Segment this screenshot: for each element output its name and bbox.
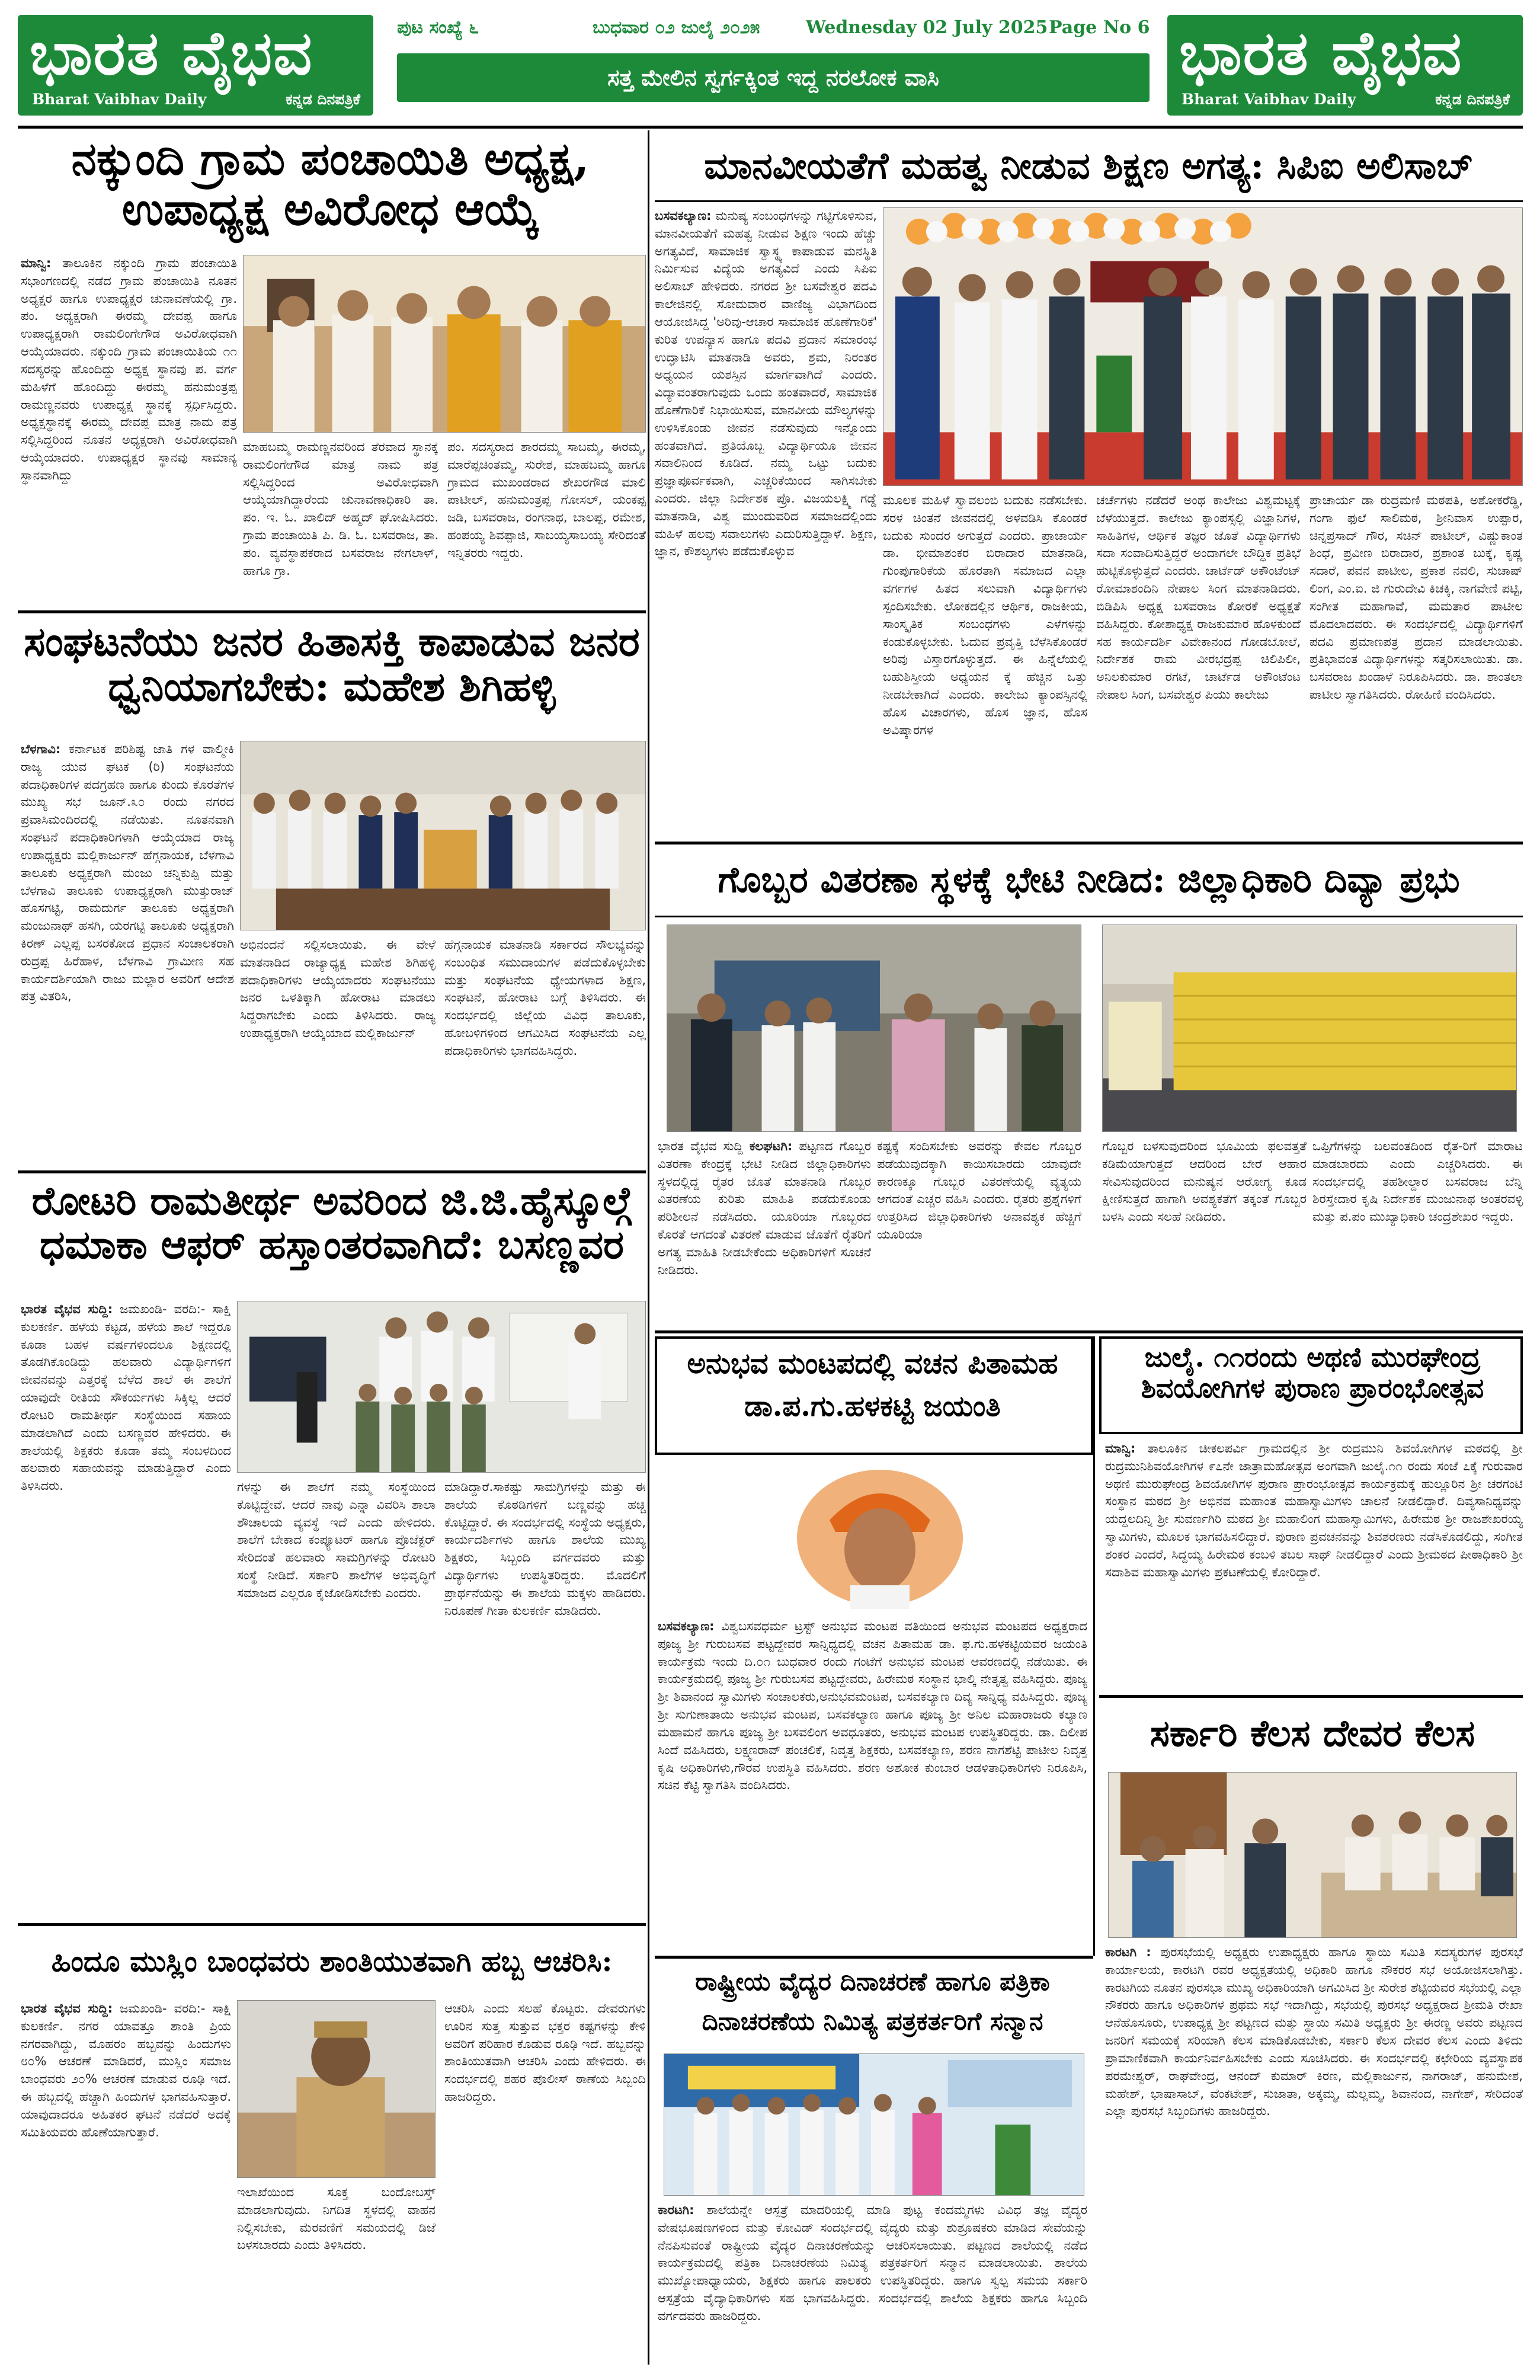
dateline: ಭಾರತ ವೈಭವ ಸುದ್ದಿ: [21,2001,113,2016]
article-body: ಮಾಹಬಮ್ಮ ರಾಮಣ್ಣನವರಿಂದ ತೆರವಾದ ಸ್ಥಾನಕ್ಕೆ ರಾಮಲಿಂಗೇಗೌಡ ಮಾತ್ರ ನಾಮ ಪತ್ರ ಸಲ್ಲಿಸಿದ್ದರಿಂದ ಅವಿರೋಧವಾಗಿ ಆಯ್ಕೆಯಾಗಿದ್ದಾರೆಂದು ಚುನಾವಣಾಧಿಕಾರಿ ತಾ. ಪಂ. ಇ. ಓ. ಖಾಲಿದ್ ಅಹ್ಮದ್ ಘೋಷಿಸಿದರು. ಗ್ರಾಮ ಪಂಚಾಯಿತಿ ಪಿ. ಡಿ. ಓ. ಬಸವರಾಜ, ತಾ. ಪಂ. ವ್ಯವಸ್ಥಾಪಕರಾದ ಬಸವರಾಜ ನೇಗಲಾಳ್, ಹಾಗೂ ಗ್ರಾ. [243,440,438,578]
article-photo [883,207,1523,486]
article-rule [655,916,1523,917]
article-headline: ನಕ್ಕುಂದಿ ಗ್ರಾಮ ಪಂಚಾಯಿತಿ ಅಧ್ಯಕ್ಷ, ಉಪಾಧ್ಯಕ್ಷ ಅವಿರೋಧ ಆಯ್ಕೆ [71,132,590,236]
article-body: ಕಷ್ಟಕ್ಕೆ ಸಂದಿಸಬೇಕು ಅವರನ್ನು ಕೇವಲ ಗೊಬ್ಬರ ಪಡೆಯುವುದಕ್ಕಾಗಿ ಕಾಯಿಸಬಾರದು ಯಾವುದೇ ಕಾರಣಕ್ಕೂ ಗೊಬ್ಬರ ವಿತರಣೆಯಲ್ಲಿ ವ್ಯತ್ಯಯ ಆಗದಂತೆ ಎಚ್ಚರ ವಹಿಸಿ ಎಂದರು. ರೈತರು ಪ್ರಶ್ನೆಗಳಿಗೆ ಉತ್ತರಿಸಿದ ಜಿಲ್ಲಾಧಿಕಾರಿಗಳು ಅನಾವಶ್ಯಕ ಹೆಚ್ಚಿಗೆ ಯೂರಿಯಾ [877,1139,1081,1242]
article-headline: ಹಿಂದೂ ಮುಸ್ಲಿಂ ಬಾಂಧವರು ಶಾಂತಿಯುತವಾಗಿ ಹಬ್ಬ ಆಚರಿಸಿ: [51,1945,613,1978]
article-headline: ಜುಲೈ. ೧೧ರಂದು ಅಥಣಿ ಮುರಘೇಂದ್ರ ಶಿವಯೋಗಿಗಳ ಪುರಾಣ ಪ್ರಾರಂಭೋತ್ಸವ [1141,1341,1484,1404]
article-rule [18,1923,646,1926]
article-photo [664,2053,1084,2196]
article-photo [240,741,646,930]
header-info-row [397,15,1150,44]
dateline: ಭಾರತ ವೈಭವ ಸುದ್ದಿ: [21,1302,113,1316]
masthead-rule [18,126,1523,129]
article-body: ಬಸವಕಲ್ಯಾಣ: ಮನುಷ್ಯ ಸಂಬಂಧಗಳನ್ನು ಗಟ್ಟಿಗೊಳಿಸುವ, ಮಾನವೀಯತೆಗೆ ಮಹತ್ವ ನೀಡುವ ಶಿಕ್ಷಣ ಇಂದು ಹೆಚ್ಚು ಅಗತ್ಯವಿದೆ, ಸಾಮಾಜಿಕ ಸ್ವಾಸ್ಥ್ಯ ಕಾಪಾಡುವ ಮನಸ್ಥಿತಿ ನಿರ್ಮಿಸುವ ವಿದ್ಯೆಯ ಅಗತ್ಯವಿದೆ ಎಂದು ಸಿಪಿಐ ಅಲಿಸಾಬ್ ಹೇಳಿದರು. ನಗರದ ಶ್ರೀ ಬಸವೇಶ್ವರ ಪದವಿ ಕಾಲೇಜಿನಲ್ಲಿ ಸೋಮವಾರ ವಾಣಿಜ್ಯ ವಿಭಾಗದಿಂದ ಆಯೋಜಿಸಿದ್ದ 'ಅರಿವು-ಆಚಾರ ಸಾಮಾಜಿಕ ಹೊಣೆಗಾರಿಕೆ' ಕುರಿತ ಉಪನ್ಯಾಸ ಹಾಗೂ ಪದವಿ ಪ್ರದಾನ ಸಮಾರಂಭ ಉದ್ಘಾಟಿಸಿ ಮಾತನಾಡಿ ಅವರು, ಶ್ರಮ, ನಿರಂತರ ಅಧ್ಯಯನ ಯಶಸ್ಸಿನ ಮಾರ್ಗವಾಗಿದೆ ಎಂದರು. ವಿದ್ಯಾವಂತರಾಗುವುದು ಒಂದು ಹಂತವಾದರೆ, ಸಾಮಾಜಿಕ ಹೊಣೆಗಾರಿಕೆ ನಿಭಾಯಿಸುವ, ಮಾನವೀಯ ಮೌಲ್ಯಗಳನ್ನು ಉಳಿಸಿಕೊಂಡು ಜೀವನ ನಡೆಸುವುದು ಇನ್ನೊಂದು ಹಂತವಾಗಿದೆ. ಪ್ರತಿಯೊಬ್ಬ ವಿದ್ಯಾರ್ಥಿಯೂ ಜೀವನ ಸವಾಲಿನಿಂದ ಕೂಡಿದೆ. ನಮ್ಮ ಒಟ್ಟು ಬದುಕು ಪ್ರಜ್ಞಾಪೂರ್ವಕವಾಗಿ, ಎಚ್ಚರಿಕೆಯಿಂದ ಸಾಗಿಸಬೇಕು ಎಂದರು. ಜಿಲ್ಲಾ ನಿರ್ದೇಶಕ ಪ್ರೊ. ವಿಜಯಲಕ್ಷ್ಮಿ ಗಡ್ಡೆ ಮಾತನಾಡಿ, ವಿಶ್ವ ಮುಂದುವರಿದ ಸಮಾಜದಲ್ಲಿಂದು ಮಹಿಳೆ ಹಲವು ಸವಾಲುಗಳು ಎದುರಿಸುತ್ತಿದ್ದಾಳೆ. ಶಿಕ್ಷಣ, ಜ್ಞಾನ, ಕೌಶಲ್ಯಗಳು ಪಡೆದುಕೊಳ್ಳುವ [655,209,877,559]
article-body: ಬೆಳಗಾವಿ: ಕರ್ನಾಟಕ ಪರಿಶಿಷ್ಟ ಜಾತಿ ಗಳ ವಾಲ್ಮೀಕಿ ರಾಜ್ಯ ಯುವ ಘಟಕ (ರಿ) ಸಂಘಟನೆಯ ಪದಾಧಿಕಾರಿಗಳ ಪದಗ್ರಹಣ ಹಾಗೂ ಕುಂದು ಕೊರತೆಗಳ ಮುಖ್ಯ ಸಭೆ ಜೂನ್.೩೦ ರಂದು ನಗರದ ಪ್ರವಾಸಿಮಂದಿರದಲ್ಲಿ ನಡೆಯಿತು. ನೂತನವಾಗಿ ಸಂಘಟನೆ ಪದಾಧಿಕಾರಿಗಳಾಗಿ ಆಯ್ಕೆಯಾದ ರಾಜ್ಯ ಉಪಾಧ್ಯಕ್ಷರು ಮಲ್ಲಿಕಾರ್ಜುನ್ ಹೆಗ್ಗನಾಯಕ, ಬೆಳಗಾವಿ ತಾಲೂಕು ಅಧ್ಯಕ್ಷರಾಗಿ ಮಂಜು ಚನ್ನಿಕುಪ್ಪಿ ಮತ್ತು ಬೆಳಗಾವಿ ತಾಲೂಕು ಉಪಾಧ್ಯಕ್ಷರಾಗಿ ಮುತ್ತುರಾಜ್ ಹೊಸಗಟ್ಟಿ, ರಾಮದುರ್ಗ ತಾಲೂಕು ಅಧ್ಯಕ್ಷರಾಗಿ ಮಂಜುನಾಥ್ ಹಸಗಿ, ಯರಗಟ್ಟಿ ತಾಲೂಕು ಅಧ್ಯಕ್ಷರಾಗಿ ಕಿರಣ್ ಎಲ್ಲಪ್ಪ ಬಸರಕೋಡ ಪ್ರಧಾನ ಸಂಚಾಲಕರಾಗಿ ರುದ್ರಪ್ಪ ಹಿರೆಹಾಳ, ಬೆಳಗಾವಿ ಗ್ರಾಮೀಣ ಸಹ ಕಾರ್ಯದರ್ಶಿಯಾಗಿ ರಾಜು ಮಲ್ಲಾರ ಅವರಿಗೆ ಆದೇಶ ಪತ್ರ ವಿತರಿಸಿ, [21,742,234,1004]
article-body: ಭಾರತ ವೈಭವ ಸುದ್ದಿ: ಜಮಖಂಡಿ- ವರದಿ:- ಸಾಕ್ಷಿ ಕುಲಕರ್ಣಿ. ಹಳೆಯ ಕಟ್ಟಡ, ಹಳೆಯ ಶಾಲೆ ಇದ್ದರೂ ಕೂಡಾ ಬಹಳ ವರ್ಷಗಳಿಂದಲೂ ಶಿಕ್ಷಣದಲ್ಲಿ ತೊಡಗಿಕೊಂಡಿದ್ದು ಹಲವಾರು ವಿದ್ಯಾರ್ಥಿಗಳಿಗೆ ಜೀವನವನ್ನು ಎತ್ತರಕ್ಕೆ ಬೆಳೆದ ಶಾಲೆ ಈ ಶಾಲೆಗೆ ಯಾವುದೇ ರೀತಿಯ ಸೌಕರ್ಯಗಳು ಸಿಕ್ಕಿಲ್ಲ ಆದರೆ ರೋಟರಿ ರಾಮತೀರ್ಥ ಸಂಸ್ಥೆಯಿಂದ ಸಹಾಯ ಮಾಡಲಾಗಿದೆ ಎಂದು ಬಸಣ್ಣವರ ಹೇಳಿದರು. ಈ ಶಾಲೆಯಲ್ಲಿ ಶಿಕ್ಷಕರು ಕೂಡಾ ತಮ್ಮ ಸಂಬಳದಿಂದ ಹಲವಾರು ಸಹಾಯವನ್ನು ಮಾಡುತ್ತಿದ್ದಾರೆ ಎಂದು ತಿಳಿಸಿದರು. [21,1302,231,1493]
article-rule [18,610,646,613]
article-body: ಹೆಗ್ಗನಾಯಕ ಮಾತನಾಡಿ ಸರ್ಕಾರದ ಸೌಲಭ್ಯವನ್ನು ಸಂಬಂಧಿತ ಸಮುದಾಯಗಳ ಪಡೆದುಕೊಳ್ಳಬೇಕು ಮತ್ತು ಸಂಘಟನೆಯ ಧ್ಯೇಯಗಳಾದ ಶಿಕ್ಷಣ, ಸಂಘಟನೆ, ಹೋರಾಟ ಬಗ್ಗೆ ತಿಳಿಸಿದರು. ಈ ಸಂದರ್ಭದಲ್ಲಿ ಜಿಲ್ಲೆಯ ವಿವಿಧ ತಾಲೂಕು, ಹೋಬಳಿಗಳಿಂದ ಆಗಮಿಸಿದ ಸಂಘಟನೆಯ ಎಲ್ಲ ಪದಾಧಿಕಾರಿಗಳು ಭಾಗವಹಿಸಿದ್ದರು. [444,938,646,1058]
page-number-en: Page No 6 [1049,17,1150,38]
article-body: ಮಾನ್ವಿ: ತಾಲೂಕಿನ ಚೀಕಲಪರ್ವಿ ಗ್ರಾಮದಲ್ಲಿನ ಶ್ರೀ ರುದ್ರಮುನಿ ಶಿವಯೋಗಿಗಳ ಮಠದಲ್ಲಿ ಶ್ರೀ ರುದ್ರಮುನಿಶಿವಯೋಗಿಗಳ ೯೭ನೇ ಜಾತ್ರಾಮಹೋತ್ಸವ ಅಂಗವಾಗಿ ಜುಲೈ.೧೧ ರಂದು ಸಂಜೆ ೭ಕ್ಕೆ ಗುರುವಾರ ಅಥಣಿ ಮುರುಘೇಂದ್ರ ಶಿವಯೋಗಿಗಳ ಪುರಾಣ ಪ್ರಾರಂಭೋತ್ಸವ ಕಾರ್ಯಕ್ರಮಕ್ಕೆ ಹುಲ್ಲೂರಿನ ಶ್ರೀ ಚರಗಂಟಿ ಸಂಸ್ಥಾನ ಮಠದ ಶ್ರೀ ಅಭಿನವ ಮಹಾಂತ ಮಹಾಸ್ವಾಮಿಗಳು ಚಾಲನೆ ನೀಡಲಿದ್ದಾರೆ. ದಿವ್ಯಸಾನಿಧ್ಯವನ್ನು ಯದ್ದಲದಿನ್ನಿ ಶ್ರೀ ಸುವರ್ಣಗಿರಿ ಮಠದ ಶ್ರೀ ಮಹಾಲಿಂಗ ಮಹಾಸ್ವಾಮಿಗಳು, ಹಿರೇಮಠ ಶ್ರೀ ರಾಜಶೇಖರಯ್ಯ ಸ್ವಾಮಿಗಳು, ಮೂಲಕ ಭಾಗವಹಿಸಲಿದ್ದಾರೆ. ಪುರಾಣ ಪ್ರವಚನವನ್ನು ಶಿವಶರಣರು ನಡೆಸಿಕೊಡಲಿದ್ದು, ಸಂಗೀತ ಶಂಕರ ಎಂದರೆ, ಸಿದ್ದಯ್ಯ ಹಿರೇಮಠ ಕಂಬಳಿ ತಬಲ ಸಾಥ್ ನೀಡಲಿದ್ದಾರೆ ಎಂದು ಶ್ರೀಮಠದ ಪೀಠಾಧಿಕಾರಿ ಶ್ರೀ ಸದಾಶಿವ ಮಹಾಸ್ವಾಮಿಗಳು ಪ್ರಕಟಣೆಯಲ್ಲಿ ಕೋರಿದ್ದಾರೆ. [1105,1441,1523,1579]
article-headline: ರೋಟರಿ ರಾಮತೀರ್ಥ ಅವರಿಂದ ಜಿ.ಜಿ.ಹೈಸ್ಕೂಲ್ಗೆ ಧಮಾಕಾ ಆಫರ್ ಹಸ್ತಾಂತರವಾಗಿದೆ: ಬಸಣ್ಣವರ [31,1178,632,1268]
article-headline: ಗೊಬ್ಬರ ವಿತರಣಾ ಸ್ಥಳಕ್ಕೆ ಭೇಟಿ ನೀಡಿದ: ಜಿಲ್ಲಾಧಿಕಾರಿ ದಿವ್ಯಾ ಪ್ರಭು [718,859,1460,901]
logo-subtitle-kn: ಕನ್ನಡ ದಿನಪತ್ರಿಕೆ [286,91,360,108]
article-headline: ಸರ್ಕಾರಿ ಕೆಲಸ ದೇವರ ಕೆಲಸ [1150,1712,1475,1755]
masthead [18,15,1523,119]
article-rule [18,1170,646,1173]
article-body: ಕಾರಟಗಿ: ಶಾಲೆಯನ್ನೇ ಆಸ್ಪತ್ರೆ ಮಾದರಿಯಲ್ಲಿ ಮಾಡಿ ಪುಟ್ಟ ಕಂದಮ್ಮಗಳು ವಿವಿಧ ತಜ್ಞ ವೈದ್ಯರ ವೇಷಭೂಷಣಗಳಿಂದ ಮತ್ತು ಕೋವಿಡ್ ಸಂದರ್ಭದಲ್ಲಿ ವೈದ್ಯರು ಮತ್ತು ಶುಶ್ರೂಷಕರು ಮಾಡಿದ ಸೇವೆಯನ್ನು ನೆನಪಿಸುವಂತೆ ರಾಷ್ಟ್ರೀಯ ವೈದ್ಯರ ದಿನಾಚರಣೆಯನ್ನು ಆಚರಿಸಲಾಯಿತು. ಪಟ್ಟಣದ ಶಾಲೆಯಲ್ಲಿ ನಡೆದ ಕಾರ್ಯಕ್ರಮದಲ್ಲಿ ಪತ್ರಿಕಾ ದಿನಾಚರಣೆಯ ನಿಮಿತ್ಯ ಪತ್ರಕರ್ತರಿಗೆ ಸನ್ಮಾನ ಮಾಡಲಾಯಿತು. ಶಾಲೆಯ ಮುಖ್ಯೋಪಾಧ್ಯಾಯರು, ಶಿಕ್ಷಕರು ಹಾಗೂ ಪಾಲಕರು ಉಪಸ್ಥಿತರಿದ್ದರು. ಹಾಗೂ ಸ್ವಲ್ಪ ಸಮಯ ಸರ್ಕಾರಿ ಆಸ್ಪತ್ರೆಯ ವೈದ್ಯಾಧಿಕಾರಿಗಳು ಸಹ ಭಾಗವಹಿಸಿದ್ದರು. ಸಂದರ್ಭದಲ್ಲಿ ಶಾಲೆಯ ಶಿಕ್ಷಕರು ಹಾಗೂ ಸಿಬ್ಬಂದಿ ವರ್ಗದವರು ಹಾಜರಿದ್ದರು. [658,2203,1087,2323]
article-body: ಕಾರಟಗಿ : ಪುರಸಭೆಯಲ್ಲಿ ಅಧ್ಯಕ್ಷರು ಉಪಾಧ್ಯಕ್ಷರು ಹಾಗೂ ಸ್ಥಾಯಿ ಸಮಿತಿ ಸದಸ್ಯರುಗಳ ಪುರಸಭೆ ಕಾರ್ಯಾಲಯ, ಕಾರಟಗಿ ರವರ ಅಧ್ಯಕ್ಷತೆಯಲ್ಲಿ ಅಧಿಕಾರಿ ಹಾಗೂ ನೌಕರರ ಸಭೆ ಅಯೋಜಿಸಲಾಗಿತ್ತು. ಕಾರಟಗಿಯ ನೂತನ ಪುರಸಭಾ ಮುಖ್ಯ ಅಧಿಕಾರಿಯಾಗಿ ಅಗಮಿಸಿದ ಶ್ರೀ ಸುರೇಶ ಶೆಟ್ಟಿಯವರ ಸಭೆಯಲ್ಲಿ ಎಲ್ಲಾ ನೌಕರರು ಹಾಗೂ ಅಧಿಕಾರಿಗಳ ಪ್ರಥಮ ಸಭೆ ಇದಾಗಿದ್ದು, ಸಭೆಯಲ್ಲಿ ಪುರಸಭೆ ಅಧ್ಯಕ್ಷರಾದ ಶ್ರೀಮತಿ ರೇಖಾ ಆನೆಹೊಸೂರು, ಉಪಾಧ್ಯಕ್ಷ ಶ್ರೀ ಪಟ್ಟಣದ ಮತ್ತು ಸ್ಥಾಯಿ ಸಮಿತಿ ಅಧ್ಯಕ್ಷರು ಶ್ರೀ ಈರಣ್ಣ ಅವರು ಪಟ್ಟಣದ ಜನರಿಗೆ ಸಮಯಕ್ಕೆ ಸರಿಯಾಗಿ ಕೆಲಸ ಮಾಡಿಕೊಡಬೇಕು, ಸರ್ಕಾರಿ ಕೆಲಸ ದೇವರ ಕೆಲಸ ಎಂದು ತಿಳಿದು ಪ್ರಾಮಾಣಿಕವಾಗಿ ಕಾರ್ಯನಿರ್ವಹಿಸಬೇಕು ಎಂದು ಸೂಚಿಸಿದರು. ಈ ಸಂದರ್ಭದಲ್ಲಿ ಕಛೇರಿಯ ವ್ಯವಸ್ಥಾಪಕ ಪರಮೇಶ್ವರ್, ರಾಘವೇಂದ್ರ, ಆನಂದ್ ಕುಮಾರ್ ಕಿರಣ, ಮಲ್ಲಿಕಾರ್ಜುನ, ನಾಗರಾಜ್, ಹನುಮೇಶ, ಮಹೇಶ್, ಭಾಷಾಸಾಬ್, ವೆಂಕಟೇಶ್, ಸುಜಾತಾ, ಅಕ್ಕಮ್ಮ, ಮಲ್ಲಮ್ಮ, ಶಿವಾನಂದ, ನಾಗೇಶ್, ಸೇರಿದಂತೆ ಎಲ್ಲಾ ಪುರಸಭೆ ಸಿಬ್ಬಂದಿಗಳು ಹಾಜರಿದ್ದರು. [1105,1945,1523,2119]
slogan-bar: ಸತ್ತ ಮೇಲಿನ ಸ್ವರ್ಗಕ್ಕಿಂತ ಇದ್ದ ನರಲೋಕ ವಾಸಿ [397,53,1150,102]
article-rule [655,1330,1523,1333]
dateline: ಬೆಳಗಾವಿ: [21,742,61,756]
dateline: ಕಲಘಟಗಿ: [749,1139,793,1153]
logo-left [18,15,373,116]
dateline: ಬಸವಕಲ್ಯಾಣ: [658,1619,715,1633]
article-rule [655,1956,1093,1959]
article-photo [794,1467,966,1609]
date-en: Wednesday 02 July 2025 [806,17,1048,38]
logo-title: ಭಾರತ ವೈಭವ [1179,18,1463,89]
dateline: ಮಾನ್ವಿ: [21,256,52,270]
date-kn: ಬುಧವಾರ ೦೨ ಜುಲೈ ೨೦೨೫ [593,17,760,38]
article-photo [237,2000,436,2178]
article-headline: ಅನುಭವ ಮಂಟಪದಲ್ಲಿ ವಚನ ಪಿತಾಮಹ ಡಾ.ಪ.ಗು.ಹಳಕಟ್ಟಿ ಜಯಂತಿ [687,1347,1058,1423]
article-photo [1108,1772,1517,1938]
article-body: ಅಭಿನಂದನೆ ಸಲ್ಲಿಸಲಾಯಿತು. ಈ ವೇಳೆ ಮಾತನಾಡಿದ ರಾಜ್ಯಾಧ್ಯಕ್ಷ ಮಹೇಶ ಶಿಗಿಹಳ್ಳಿ ಪದಾಧಿಕಾರಿಗಳು ಆಯ್ಕೆಯಾದರು ಸಂಘಟನೆಯು ಜನರ ಒಳತಿಕ್ಕಾಗಿ ಹೋರಾಟ ಮಾಡಲು ಸಿದ್ದರಾಗಬೇಕು ಎಂದು ತಿಳಿಸಿದರು. ರಾಜ್ಯ ಉಪಾಧ್ಯಕ್ಷರಾಗಿ ಆಯ್ಕೆಯಾದ ಮಲ್ಲಿಕಾರ್ಜುನ್ [240,938,436,1041]
article-rule [655,842,1523,844]
article-rule [655,200,1523,202]
logo-subtitle-en: Bharat Vaibhav Daily [1182,91,1356,108]
article-body: ಪ್ರಾಚಾರ್ಯ ಡಾ ರುದ್ರಮಣಿ ಮಠಪತಿ, ಅಶೋಕರೆಡ್ಡಿ, ಗಂಗಾ ಫುಲೆ ಸಾಲಿಮಠ, ಶ್ರೀನಿವಾಸ ಉಪ್ಪಾರ, ಚಿನ್ನಪ್ರಸಾದ್ ಗೌರ, ಸಚಿನ್ ಪಾಟೀಲ್, ವಿಷ್ಣುಕಾಂತ ಶಿಂಧೆ, ಪ್ರವೀಣ ಬಿರಾದಾರ, ಪ್ರಶಾಂತ ಬುಕ್ಕೆ, ಕೃಷ್ಣ ಸದಾರೆ, ಪವನ ಪಾಟೀಲ, ಪ್ರಕಾಶ ನವಲಿ, ಸುಚಾಷ್ ಲಿಂಗ, ಎಂ.ಐ. ಜಿ ಗುರುದೇವಿ ಕಿಚಕ್ಕಿ, ನಾಗವೇಣಿ ಪಟ್ಟಿ, ಸಂಗೀತ ಮಹಾಗಾವೆ, ಮಮತಾರ ಪಾಟೀಲ ಮೊದಲಾದವರು. ಈ ಸಂದರ್ಭದಲ್ಲಿ ವಿದ್ಯಾರ್ಥಿಗಳಿಗೆ ಪದವಿ ಪ್ರಮಾಣಪತ್ರ ಪ್ರದಾನ ಮಾಡಲಾಯಿತು. ಪ್ರತಿಭಾವಂತ ವಿದ್ಯಾರ್ಥಿಗಳನ್ನು ಸತ್ಕರಿಸಲಾಯಿತು. ಡಾ. ಬಸವರಾಜ ಖಂಡಾಳೆ ನಿರೂಪಿಸಿದರು. ಡಾ. ಶಾಂತಲಾ ಪಾಟೀಲ ಸ್ವಾಗತಿಸಿದರು. ರೋಹಿಣಿ ವಂದಿಸಿದರು. [1310,493,1523,702]
article-photo [243,255,646,433]
article-body: ಮಾನ್ವಿ: ತಾಲೂಕಿನ ನಕ್ಕುಂದಿ ಗ್ರಾಮ ಪಂಚಾಯಿತಿ ಸಭಾಂಗಣದಲ್ಲಿ ನಡೆದ ಗ್ರಾಮ ಪಂಚಾಯಿತಿ ನೂತನ ಅಧ್ಯಕ್ಷರ ಹಾಗೂ ಉಪಾಧ್ಯಕ್ಷರ ಚುನಾವಣೆಯಲ್ಲಿ ಗ್ರಾ. ಪಂ. ಅಧ್ಯಕ್ಷರಾಗಿ ಈರಮ್ಮ ದೇವಪ್ಪ ಹಾಗೂ ಉಪಾಧ್ಯಕ್ಷರಾಗಿ ರಾಮಲಿಂಗೇಗೌಡ ಅವಿರೋಧವಾಗಿ ಆಯ್ಕೆಯಾದರು. ನಕ್ಕುಂದಿ ಗ್ರಾಮ ಪಂಚಾಯಿತಿಯ ೧೧ ಸದಸ್ಯರನ್ನು ಹೊಂದಿದ್ದು ಅಧ್ಯಕ್ಷ ಸ್ಥಾನವು ಪ. ವರ್ಗ ಮಹಿಳೆಗೆ ಹೊಂದಿದ್ದು ಈರಮ್ಮ ಹನುಮಂತ್ರಪ್ಪ ರಾಮಣ್ಣನವರು ಉಪಾಧ್ಯಕ್ಷ ಸ್ಥಾನಕ್ಕೆ ಸ್ಪರ್ಧಿಸಿದ್ದರು. ಅಧ್ಯಕ್ಷಸ್ಥಾನಕ್ಕೆ ಈರಮ್ಮ ದೇವಪ್ಪ ಮಾತ್ರ ನಾಮ ಪತ್ರ ಸಲ್ಲಿಸಿದ್ದರಿಂದ ನೂತನ ಅಧ್ಯಕ್ಷರಾಗಿ ಅವಿರೋಧವಾಗಿ ಆಯ್ಕೆಯಾದರು. ಉಪಾಧ್ಯಕ್ಷರ ಸ್ಥಾನವು ಸಾಮಾನ್ಯ ಸ್ಥಾನವಾಗಿದ್ದು [21,256,237,482]
article-body: ಮೂಲಕ ಮಹಿಳೆ ಸ್ವಾವಲಂಬಿ ಬದುಕು ನಡೆಸಬೇಕು. ಸರಳ ಚಿಂತನೆ ಜೀವನದಲ್ಲಿ ಅಳವಡಿಸಿ ಕೊಂಡರೆ ಬದುಕು ಸುಂದರ ಅಗುತ್ತದೆ ಎಂದರು. ಪ್ರಾಚಾರ್ಯ ಡಾ. ಭೀಮಾಶಂಕರ ಬಿರಾದಾರ ಮಾತನಾಡಿ, ಗುಂಪುಗಾರಿಕೆಯ ಹೊರತಾಗಿ ಸಮಾಜದ ಎಲ್ಲಾ ವರ್ಗಗಳ ಹಿತದ ಸಲುವಾಗಿ ವಿದ್ಯಾರ್ಥಿಗಳು ಸ್ಪಂದಿಸಬೇಕು. ಲೋಕದಲ್ಲಿನ ಆರ್ಥಿಕ, ರಾಜಕೀಯ, ಸಾಂಸ್ಕೃತಿಕ ಸಂಬಂಧಗಳು ಎಳೆಗಳನ್ನು ಕಂಡುಕೊಳ್ಳಬೇಕು. ಓದುವ ಪ್ರವೃತ್ತಿ ಬೆಳೆಸಿಕೊಂಡರೆ ಅರಿವು ವಿಸ್ತಾರಗೊಳ್ಳುತ್ತದೆ. ಈ ಹಿನ್ನೆಲೆಯಲ್ಲಿ ಬಹುಶಿಸ್ತೀಯ ಅಧ್ಯಯನ ಕ್ಕೆ ಹೆಚ್ಚಿನ ಒತ್ತು ನೀಡಬೇಕಾಗಿದೆ ಎಂದರು. ಕಾಲೇಜು ಕ್ಯಾಂಪಸ್ಸಿನಲ್ಲಿ ಹೊಸ ವಿಚಾರಗಳು, ಹೊಸ ಜ್ಞಾನ, ಹೊಸ ಅವಿಷ್ಕಾರಗಳ [883,493,1087,737]
article-body: ಇಲಾಖೆಯಿಂದ ಸೂಕ್ತ ಬಂದೋಬಸ್ತ್ ಮಾಡಲಾಗುವುದು. ನಿಗದಿತ ಸ್ಥಳದಲ್ಲಿ ವಾಹನ ನಿಲ್ಲಿಸಬೇಕು, ಮೆರವಣಿಗೆ ಸಮಯದಲ್ಲಿ ಡಿಜೆ ಬಳಸಬಾರದು ಎಂದು ತಿಳಿಸಿದರು. [237,2185,436,2253]
column-divider [1093,1336,1095,1956]
article-body: ಮಾಡಿದ್ದಾರೆ.ಸಾಕಷ್ಟು ಸಾಮಗ್ರಿಗಳನ್ನು ಮತ್ತು ಈ ಶಾಲೆಯ ಕೊಠಡಿಗಳಿಗೆ ಬಣ್ಣವನ್ನು ಹಚ್ಚಿ ಕೊಟ್ಟಿದ್ದಾರೆ. ಈ ಸಂದರ್ಭದಲ್ಲಿ ಸಂಸ್ಥೆಯ ಅಧ್ಯಕ್ಷರು, ಕಾರ್ಯದರ್ಶಿಗಳು ಹಾಗೂ ಶಾಲೆಯ ಮುಖ್ಯ ಶಿಕ್ಷಕರು, ಸಿಬ್ಬಂದಿ ವರ್ಗದವರು ಮತ್ತು ವಿದ್ಯಾರ್ಥಿಗಳು ಉಪಸ್ಥಿತರಿದ್ದರು. ಮೊದಲಿಗೆ ಪ್ರಾರ್ಥನೆಯನ್ನು ಈ ಶಾಲೆಯ ಮಕ್ಕಳು ಹಾಡಿದರು. ನಿರೂಪಣೆ ಗೀತಾ ಕುಲಕರ್ಣಿ ಮಾಡಿದರು. [444,1480,646,1618]
article-headline: ಸಂಘಟನೆಯು ಜನರ ಹಿತಾಸಕ್ತಿ ಕಾಪಾಡುವ ಜನರ ಧ್ವನಿಯಾಗಬೇಕು: ಮಹೇಶ ಶಿಗಿಹಳ್ಳಿ [24,618,640,711]
logo-subtitle-kn: ಕನ್ನಡ ದಿನಪತ್ರಿಕೆ [1435,91,1510,108]
dateline: ಮಾನ್ವಿ: [1105,1441,1136,1455]
article-body: ಗಳನ್ನು ಈ ಶಾಲೆಗೆ ನಮ್ಮ ಸಂಸ್ಥೆಯಿಂದ ಕೊಟ್ಟಿದ್ದೇವೆ. ಆದರೆ ನಾವು ಎನ್ನಾ ವಿವರಿಸಿ ಶಾಲಾ ಶೌಚಾಲಯ ವ್ಯವಸ್ಥೆ ಇದೆ ಎಂದು ಹೇಳಿದರು. ಶಾಲೆಗೆ ಬೇಕಾದ ಕಂಪ್ಯೂಟರ್ ಹಾಗೂ ಪ್ರೊಜೆಕ್ಟರ್ ಸೇರಿದಂತೆ ಹಲವಾರು ಸಾಮಗ್ರಿಗಳನ್ನು ರೋಟರಿ ಸಂಸ್ಥೆ ನೀಡಿದೆ. ಸರ್ಕಾರಿ ಶಾಲೆಗಳ ಅಭಿವೃದ್ಧಿಗೆ ಸಮಾಜದ ಎಲ್ಲರೂ ಕೈಜೋಡಿಸಬೇಕು ಎಂದರು. [237,1480,436,1600]
article-body: ಪಂ. ಸದಸ್ಯರಾದ ಶಾರದಮ್ಮ ಸಾಬಮ್ಮ, ಈರಮ್ಮ, ಮಾರೆಪ್ಪಚಿಂತಮ್ಮ, ಸುರೇಶ, ಮಾಹಬಮ್ಮ ಹಾಗೂ ಗ್ರಾಮದ ಮುಖಂಡರಾದ ಶೇಖರಗೌಡ ಮಾಲಿ ಪಾಟೀಲ್, ಹನುಮಂತ್ರಪ್ಪ ಗೋಸಲ್, ಯಂಕಪ್ಪ ಜಡಿ, ಬಸವರಾಜ, ರಂಗನಾಥ, ಬಾಲಪ್ಪ, ರಮೇಶ, ಹಂಪಯ್ಯ ಶಿವಪ್ಪಾಜಿ, ಸಾಬಯ್ಯಸಾಬಯ್ಯ ಸೇರಿದಂತೆ ಇನ್ನಿತರರು ಇದ್ದರು. [447,440,646,560]
dateline: ಕಾರಟಗಿ: [658,2203,694,2217]
article-body: ಬಸವಕಲ್ಯಾಣ: ವಿಶ್ವಬಸವಧರ್ಮ ಟ್ರಸ್ಟ್ ಅನುಭವ ಮಂಟಪ ವತಿಯಿಂದ ಅನುಭವ ಮಂಟಪದ ಅಧ್ಯಕ್ಷರಾದ ಪೂಜ್ಯ ಶ್ರೀ ಗುರುಬಸವ ಪಟ್ಟದ್ದೇವರ ಸಾನ್ನಿಧ್ಯದಲ್ಲಿ ವಚನ ಪಿತಾಮಹ ಡಾ. ಫ.ಗು.ಹಳಕಟ್ಟಿಯವರ ಜಯಂತಿ ಕಾರ್ಯಕ್ರಮ ಇಂದು ದಿ.೦೧ ಬುಧವಾರ ರಂದು ಗಂಟೆಗೆ ಅನುಭವ ಮಂಟಪ ಆವರಣದಲ್ಲಿ ನಡೆಯಿತು. ಈ ಕಾರ್ಯಕ್ರಮದಲ್ಲಿ ಪೂಜ್ಯ ಶ್ರೀ ಗುರುಬಸವ ಪಟ್ಟದ್ದೇವರು, ಹಿರೇಮಠ ಸಂಸ್ಥಾನ ಭಾಲ್ಕಿ ನೇತೃತ್ವ ವಹಿಸಿದ್ದರು. ಪೂಜ್ಯ ಶ್ರೀ ಶಿವಾನಂದ ಸ್ವಾಮಿಗಳು ಸಂಚಾಲಕರು,ಅನುಭವಮಂಟಪ, ಬಸವಕಲ್ಯಾಣ ದಿವ್ಯ ಸಾನ್ನಿಧ್ಯ ವಹಿಸಿದ್ದರು. ಪೂಜ್ಯ ಶ್ರೀ ಸುಗುಣಾತಾಯಿ ಅನುಭವ ಮಂಟಪ, ಬಸವಕಲ್ಯಾಣ ಹಾಗೂ ಪೂಜ್ಯ ಶ್ರೀ ಅನಿಲ ಮಹಾರಾಜರು ಕಲ್ಯಾಣ ಮಹಾಮನೆ ಹಾಗೂ ಪೂಜ್ಯ ಶ್ರೀ ಬಸವಲಿಂಗ ಅವಧೂತರು, ಅನುಭವ ಮಂಟಪ ಉಪಸ್ಥಿತರಿದ್ದರು. ಡಾ. ದಿಲೀಪ ಸಿಂದೆ ವಹಿಸಿದರು, ಲಕ್ಷ್ಮಣರಾವ್ ಪಂಚಲಿಕೆ, ನಿವೃತ್ತ ಶಿಕ್ಷಕರು, ಬಸವಕಲ್ಯಾಣ, ಶರಣ ನಾಗಶೆಟ್ಟಿ ಪಾಟೀಲ ನಿವೃತ್ತ ಕೃಷಿ ಅಧಿಕಾರಿಗಳು,ಗೌರವ ಉಪಸ್ಥಿತಿ ವಹಿಸಿದರು. ಶರಣ ಅಶೋಕ ಕುಂಬಾರ ಆಡಳಿತಾಧಿಕಾರಿಗಳು ನಿರೂಪಿಸಿ, ಸಚಿನ ಕೆಟ್ಟಿ ಸ್ವಾಗತಿಸಿ ವಂದಿಸಿದರು. [658,1619,1087,1793]
article-headline: ಮಾನವೀಯತೆಗೆ ಮಹತ್ವ ನೀಡುವ ಶಿಕ್ಷಣ ಅಗತ್ಯ: ಸಿಪಿಐ ಅಲಿಸಾಬ್ [704,144,1474,187]
logo-subtitle-en: Bharat Vaibhav Daily [32,91,207,108]
article-body: ಆಚರಿಸಿ ಎಂದು ಸಲಹೆ ಕೊಟ್ಟರು. ದೇವರುಗಳು ಊರಿನ ಸುತ್ತ ಸುತ್ತುವ ಭಕ್ತರ ಕಷ್ಟಗಳನ್ನು ಕೇಳಿ ಅವರಿಗೆ ಪರಿಹಾರ ಕೊಡುವ ರೂಢಿ ಇದೆ. ಹಬ್ಬವನ್ನು ಶಾಂತಿಯುತವಾಗಿ ಆಚರಿಸಿ ಎಂದು ಹೇಳಿದರು. ಈ ಸಂದರ್ಭದಲ್ಲಿ ಶಹರ ಪೊಲೀಸ್ ಠಾಣೆಯ ಸಿಬ್ಬಂದಿ ಹಾಜರಿದ್ದರು. [444,2001,646,2104]
article-body: ಭಾರತ ವೈಭವ ಸುದ್ದಿ ಕಲಘಟಗಿ: ಪಟ್ಟಣದ ಗೊಬ್ಬರ ವಿತರಣಾ ಕೇಂದ್ರಕ್ಕೆ ಭೇಟಿ ನೀಡಿದ ಜಿಲ್ಲಾಧಿಕಾರಿಗಳು ಸ್ಥಳದಲ್ಲಿದ್ದ ರೈತರ ಜೊತೆ ಮಾತನಾಡಿ ಗೊಬ್ಬರ ವಿತರಣೆಯ ಕುರಿತು ಮಾಹಿತಿ ಪಡೆದುಕೊಂಡು ಪರಿಶೀಲನೆ ನಡೆಸಿದರು. ಯೂರಿಯಾ ಗೊಬ್ಬರದ ಕೊರತೆ ಆಗದಂತೆ ವಿತರಣೆ ಮಾಡುವ ಜೊತೆಗೆ ರೈತರಿಗೆ ಅಗತ್ಯ ಮಾಹಿತಿ ನೀಡಬೇಕೆಂದು ಅಧಿಕಾರಿಗಳಿಗೆ ಸೂಚನೆ ನೀಡಿದರು. [658,1139,871,1277]
page-number-kn: ಪುಟ ಸಂಖ್ಯೆ ೬ [397,17,479,38]
headline-box [1099,1336,1523,1434]
article-body: ಗೊಬ್ಬರ ಬಳಸುವುದರಿಂದ ಭೂಮಿಯ ಫಲವತ್ತತೆ ಕಡಿಮೆಯಾಗುತ್ತದೆ ಆದರಿಂದ ಬೇರೆ ಆಹಾರ ಸೇವಿಸುವುದರಿಂದ ಮನುಷ್ಯನ ಆರೋಗ್ಯ ಕೂಡ ಕ್ಷೀಣಿಸುತ್ತದೆ ಹಾಗಾಗಿ ಅವಶ್ಯಕತೆಗೆ ತಕ್ಕಂತೆ ಗೊಬ್ಬರ ಬಳಸಿ ಎಂದು ಸಲಹೆ ನೀಡಿದರು. [1102,1139,1307,1224]
article-photo [667,925,1081,1132]
article-rule [1099,1695,1523,1698]
article-headline: ರಾಷ್ಟ್ರೀಯ ವೈದ್ಯರ ದಿನಾಚರಣೆ ಹಾಗೂ ಪತ್ರಿಕಾ ದಿನಾಚರಣೆಯ ನಿಮಿತ್ಯ ಪತ್ರಕರ್ತರಿಗೆ ಸನ್ಮಾನ [695,1967,1050,2036]
article-photo [237,1301,646,1473]
headline-box [655,1336,1093,1455]
dateline: ಕಾರಟಗಿ : [1105,1945,1151,1959]
article-photo [1102,925,1517,1132]
column-divider [648,130,649,2365]
header-center [397,15,1150,116]
logo-right [1167,15,1523,116]
logo-title: ಭಾರತ ವೈಭವ [30,18,313,89]
article-body: ಒಪ್ಪಿಗೆಗಳನ್ನು ಬಲವಂತದಿಂದ ರೈತ-ರಿಗೆ ಮಾರಾಟ ಮಾಡಬಾರದು ಎಂದು ಎಚ್ಚರಿಸಿದರು. ಈ ಸಂದರ್ಭದಲ್ಲಿ ತಹಶೀಲ್ದಾರ ಬಸವರಾಜ ಬೆನ್ನಿ ಶಿರಸ್ತೇದಾರ ಕೃಷಿ ನಿರ್ದೇಶಕ ಮಂಜುನಾಥ ಅಂತರವಳ್ಳಿ ಮತ್ತು ಪ.ಪಂ ಮುಖ್ಯಾಧಿಕಾರಿ ಚಂದ್ರಶೇಖರ ಇದ್ದರು. [1312,1139,1523,1224]
dateline: ಬಸವಕಲ್ಯಾಣ: [655,209,712,223]
article-body: ಭಾರತ ವೈಭವ ಸುದ್ದಿ: ಜಮಖಂಡಿ- ವರದಿ:- ಸಾಕ್ಷಿ ಕುಲಕರ್ಣಿ. ನಗರ ಯಾವತ್ತೂ ಶಾಂತಿ ಪ್ರಿಯ ನಗರವಾಗಿದ್ದು, ಮೊಹರಂ ಹಬ್ಬವನ್ನು ಹಿಂದುಗಳು ೮೦% ಆಚರಣೆ ಮಾಡಿದರೆ, ಮುಸ್ಲಿಂ ಸಮಾಜ ಬಾಂಧವರು ೨೦% ಆಚರಣೆ ಮಾಡುವ ರೂಢಿ ಇದೆ. ಈ ಹಬ್ಬದಲ್ಲಿ ಹೆಚ್ಚಾಗಿ ಹಿಂದುಗಳೆ ಭಾಗವಹಿಸುತ್ತಾರೆ. ಯಾವುದಾದರೂ ಅಹಿತಕರ ಘಟನೆ ನಡೆದರೆ ಅದಕ್ಕೆ ಸಮಿತಿಯವರು ಹೊಣೆಯಾಗುತ್ತಾರೆ. [21,2001,231,2139]
byline: ಭಾರತ ವೈಭವ ಸುದ್ದಿ [658,1139,743,1153]
article-body: ಚರ್ಚೆಗಳು ನಡೆದರೆ ಅಂಥ ಕಾಲೇಜು ವಿಶ್ವಮಟ್ಟಕ್ಕೆ ಬೆಳೆಯುತ್ತದೆ. ಕಾಲೇಜು ಕ್ಯಾಂಪಸ್ಸಲ್ಲಿ ವಿಜ್ಞಾನಿಗಳ, ಸಾಹಿತಿಗಳ, ಆರ್ಥಿಕ ತಜ್ಞರ ಜೊತೆ ವಿದ್ಯಾರ್ಥಿಗಳು ಸದಾ ಸಂವಾದಿಸುತ್ತಿದ್ದರೆ ಅಂದಾಗಲೇ ಬೌದ್ಧಿಕ ಪ್ರತಿಭೆ ಹುಟ್ಟಿಕೊಳ್ಳುತ್ತದೆ ಎಂದರು. ಚಾರ್ಟೆಡ್ ಅಕೌಂಟೆಂಟ್ ರೋಮಾಶಂದಿನಿ ನೇಪಾಲ ಸಿಂಗ ಮಾತನಾಡಿದರು. ಬಿಡಿಪಿಸಿ ಅಧ್ಯಕ್ಷ ಬಸವರಾಜ ಕೋರಕೆ ಅಧ್ಯಕ್ಷತೆ ವಹಿಸಿದ್ದರು. ಕೋಶಾಧ್ಯಕ್ಷ ರಾಜಕುಮಾರ ಹೊಳಕುಂದೆ ಸಹ ಕಾರ್ಯದರ್ಶಿ ವಿವೇಕಾನಂದ ಗೋಡಬೋಲೆ, ನಿರ್ದೇಶಕ ರಾಮ ವೀರಭದ್ರಪ್ಪ ಚಿಲಿಪಿಲೀ, ಅನಿಲಕುಮಾರ ರಗಟೆ, ಚಾರ್ಟೆಡ ಅಕೌಂಟೆಂಟ ನೇಪಾಲ ಸಿಂಗ, ಬಸವೇಶ್ವರ ಪಿಯು ಕಾಲೇಜು [1096,493,1301,702]
